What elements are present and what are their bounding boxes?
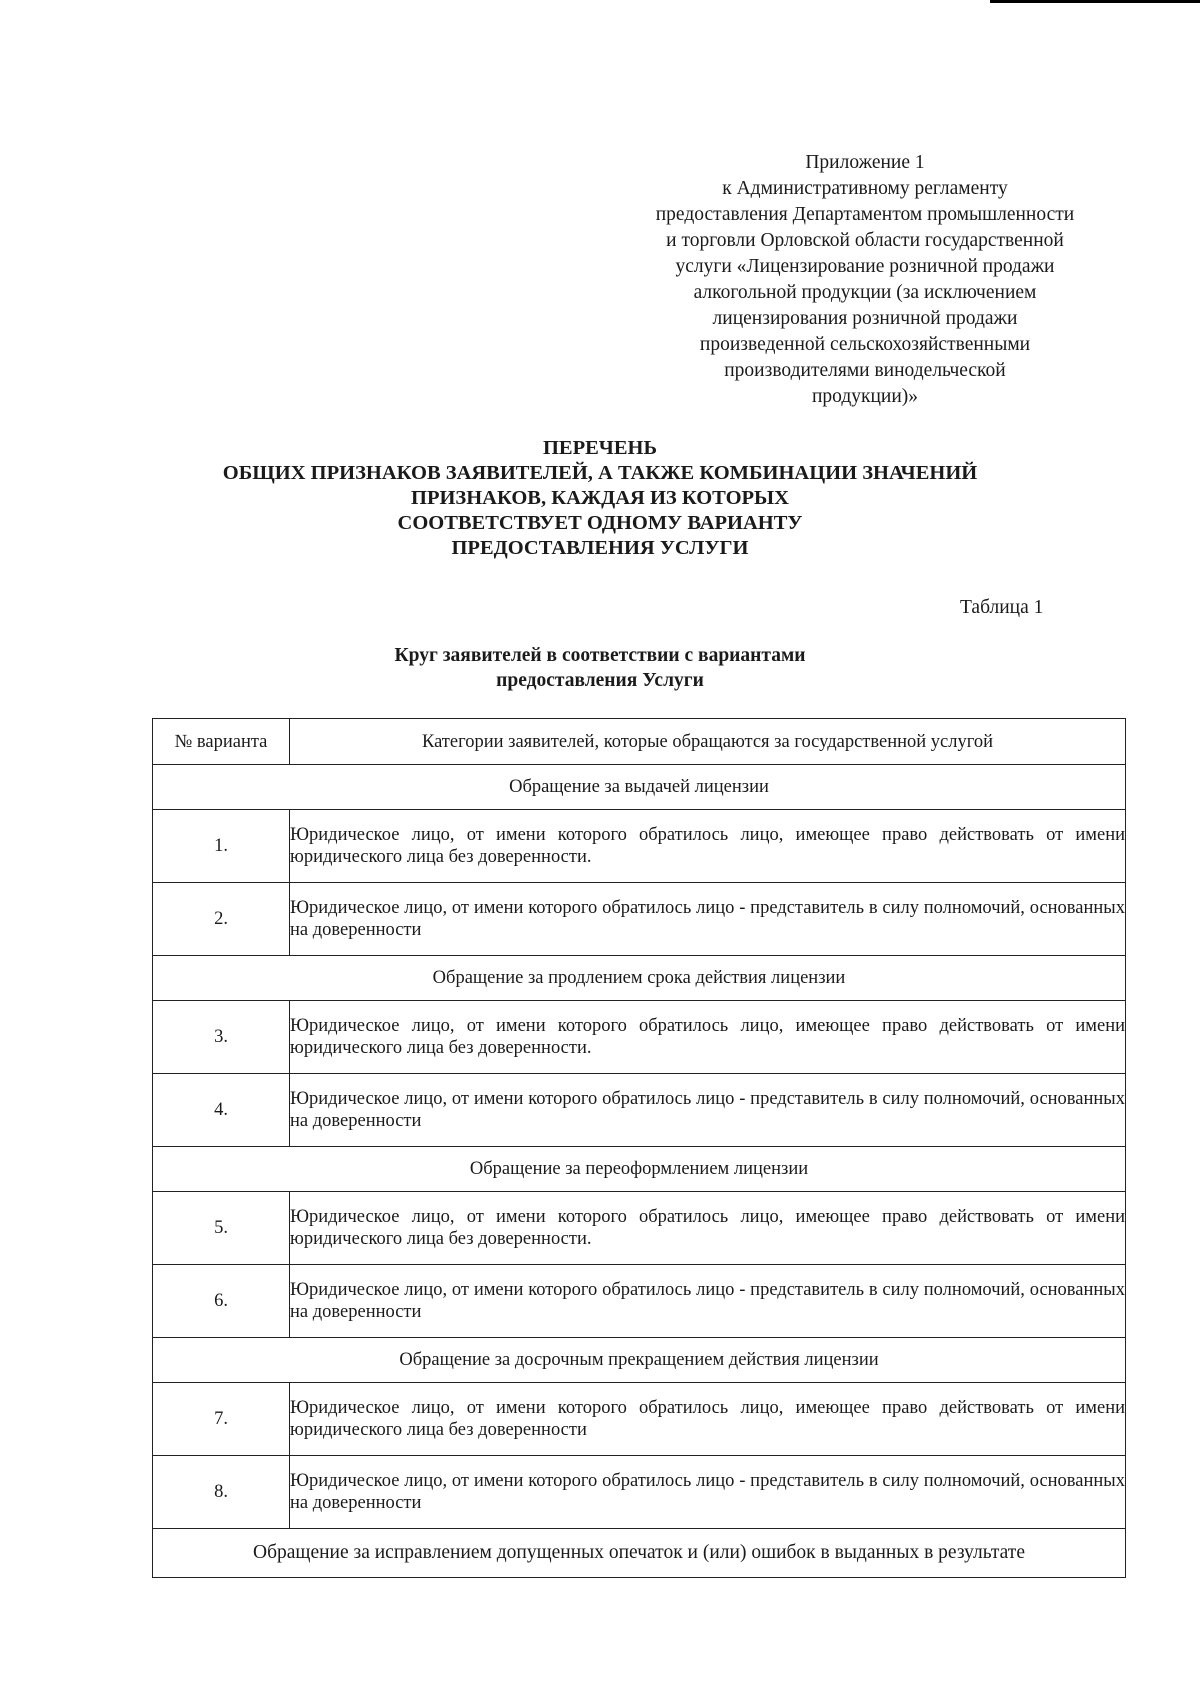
- variant-description: Юридическое лицо, от имени которого обратилось лицо - представитель в силу полномочий, основанных на доверенности: [290, 1074, 1126, 1147]
- variant-number: 4.: [153, 1074, 290, 1147]
- variant-description: Юридическое лицо, от имени которого обратилось лицо, имеющее право действовать от имени юридического лица без доверенности.: [290, 810, 1126, 883]
- title-line: ПРИЗНАКОВ, КАЖДАЯ ИЗ КОТОРЫХ: [411, 487, 789, 509]
- table-number-label: Таблица 1: [960, 597, 1044, 618]
- caption-line: Круг заявителей в соответствии с вариантами: [394, 645, 806, 666]
- variant-number: 3.: [153, 1001, 290, 1074]
- section-title: Обращение за исправлением допущенных опечаток и (или) ошибок в выданных в результате: [153, 1529, 1126, 1578]
- section-row: [153, 1147, 1126, 1192]
- variant-description: Юридическое лицо, от имени которого обратилось лицо - представитель в силу полномочий, основанных на доверенности: [290, 883, 1126, 956]
- table-row: [153, 1265, 1126, 1338]
- section-title: Обращение за продлением срока действия лицензии: [153, 956, 1126, 1001]
- section-row: [153, 956, 1126, 1001]
- variant-description: Юридическое лицо, от имени которого обратилось лицо - представитель в силу полномочий, основанных на доверенности: [290, 1265, 1126, 1338]
- variant-number: 2.: [153, 883, 290, 956]
- caption-line: предоставления Услуги: [496, 670, 704, 691]
- section-title: Обращение за досрочным прекращением действия лицензии: [153, 1338, 1126, 1383]
- table-row: [153, 1383, 1126, 1456]
- variant-description: Юридическое лицо, от имени которого обратилось лицо, имеющее право действовать от имени юридического лица без доверенности: [290, 1383, 1126, 1456]
- table-row: [153, 810, 1126, 883]
- header-number: № варианта: [153, 719, 290, 765]
- section-row: [153, 765, 1126, 810]
- table-header-row: [153, 719, 1126, 765]
- variant-number: 7.: [153, 1383, 290, 1456]
- table-row: [153, 1192, 1126, 1265]
- annex-line: лицензирования розничной продажи: [712, 308, 1018, 329]
- variant-number: 1.: [153, 810, 290, 883]
- table-row: [153, 1074, 1126, 1147]
- table-caption: [340, 643, 860, 693]
- document-title: [180, 436, 1020, 561]
- annex-line: услуги «Лицензирование розничной продажи: [675, 256, 1055, 277]
- section-title: Обращение за переоформлением лицензии: [153, 1147, 1126, 1192]
- section-row: [153, 1338, 1126, 1383]
- annex-line: алкогольной продукции (за исключением: [693, 282, 1037, 303]
- annex-line: произведенной сельскохозяйственными: [699, 334, 1031, 355]
- annex-line: продукции)»: [811, 386, 919, 407]
- variant-number: 5.: [153, 1192, 290, 1265]
- annex-header: [615, 150, 1115, 410]
- annex-line: производителями винодельческой: [724, 360, 1006, 381]
- variant-description: Юридическое лицо, от имени которого обратилось лицо - представитель в силу полномочий, основанных на доверенности: [290, 1456, 1126, 1529]
- annex-line: предоставления Департаментом промышленности: [655, 204, 1075, 225]
- annex-line: к Административному регламенту: [722, 178, 1008, 199]
- section-title: Обращение за выдачей лицензии: [153, 765, 1126, 810]
- annex-line: и торговли Орловской области государственной: [666, 230, 1064, 251]
- header-category: Категории заявителей, которые обращаются за государственной услугой: [290, 719, 1126, 765]
- variant-description: Юридическое лицо, от имени которого обратилось лицо, имеющее право действовать от имени юридического лица без доверенности.: [290, 1001, 1126, 1074]
- title-line: СООТВЕТСТВУЕТ ОДНОМУ ВАРИАНТУ: [397, 512, 803, 534]
- table-row: [153, 1001, 1126, 1074]
- section-row: [153, 1529, 1126, 1578]
- variant-number: 6.: [153, 1265, 290, 1338]
- variant-description: Юридическое лицо, от имени которого обратилось лицо, имеющее право действовать от имени юридического лица без доверенности.: [290, 1192, 1126, 1265]
- variant-number: 8.: [153, 1456, 290, 1529]
- title-line: ПЕРЕЧЕНЬ: [542, 437, 658, 459]
- table-row: [153, 883, 1126, 956]
- scan-edge-mark: [990, 0, 1200, 3]
- applicant-variants-table: [152, 718, 1126, 1578]
- annex-line: Приложение 1: [805, 152, 925, 173]
- title-line: ПРЕДОСТАВЛЕНИЯ УСЛУГИ: [451, 537, 749, 559]
- title-line: ОБЩИХ ПРИЗНАКОВ ЗАЯВИТЕЛЕЙ, А ТАКЖЕ КОМБИНАЦИИ ЗНАЧЕНИЙ: [222, 462, 978, 484]
- table-row: [153, 1456, 1126, 1529]
